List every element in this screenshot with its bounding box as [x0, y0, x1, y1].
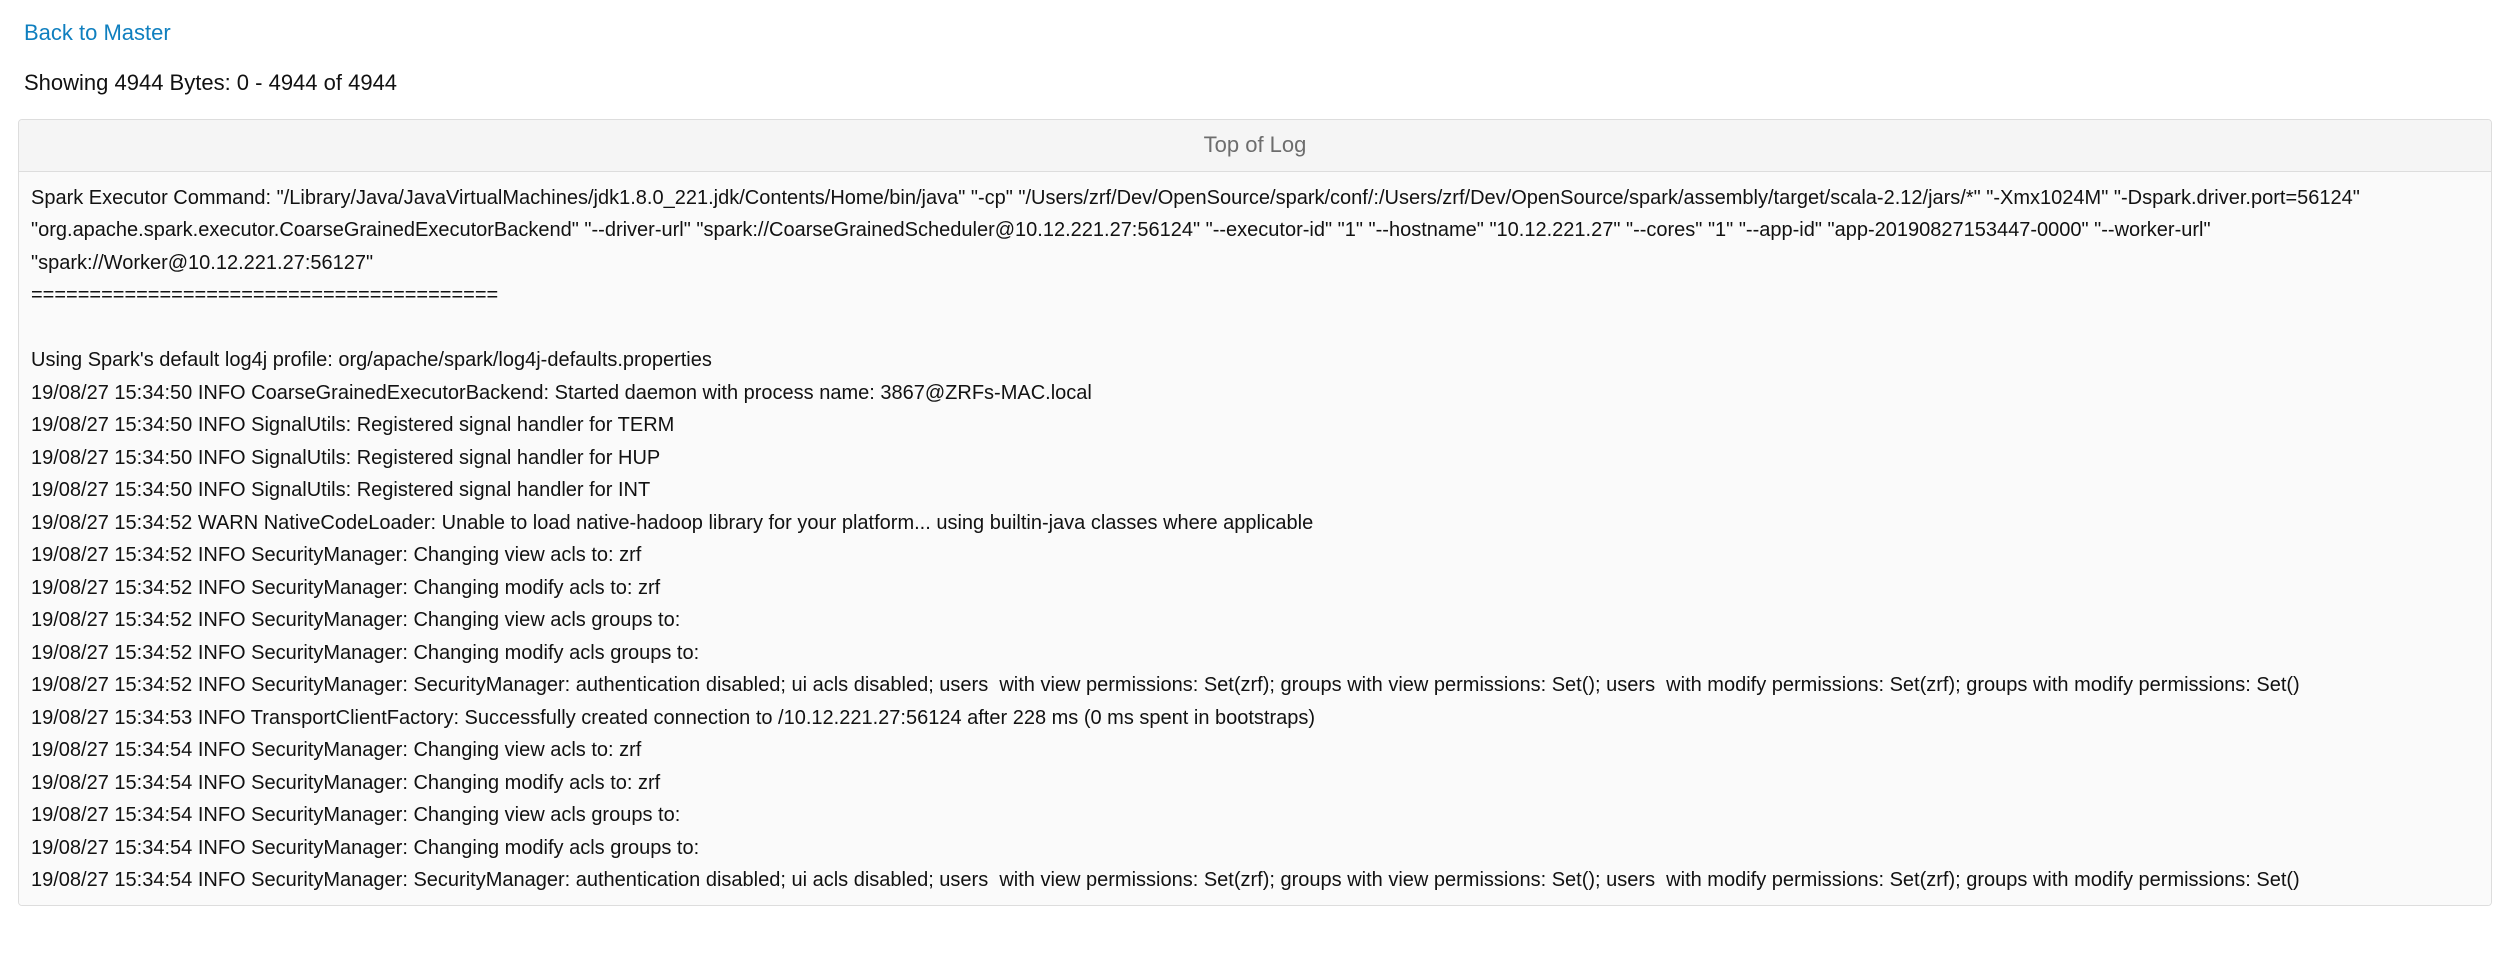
log-panel: [18, 119, 2492, 906]
log-line: 19/08/27 15:34:54 INFO SecurityManager: Changing view acls groups to:: [31, 804, 681, 827]
log-line: 19/08/27 15:34:52 INFO SecurityManager: Changing modify acls to: zrf: [31, 576, 661, 599]
log-line: 19/08/27 15:34:54 INFO SecurityManager: Changing modify acls groups to:: [31, 836, 700, 859]
log-line: ========================================: [31, 284, 499, 307]
back-to-master-link[interactable]: Back to Master: [24, 20, 171, 45]
log-line: 19/08/27 15:34:54 INFO SecurityManager: Changing modify acls to: zrf: [31, 771, 661, 794]
log-line: 19/08/27 15:34:50 INFO SignalUtils: Registered signal handler for HUP: [31, 446, 661, 469]
log-line: 19/08/27 15:34:54 INFO SecurityManager: Changing view acls to: zrf: [31, 739, 642, 762]
log-line: Using Spark's default log4j profile: org/apache/spark/log4j-defaults.properties: [31, 349, 712, 372]
log-panel-header: Top of Log: [19, 120, 2491, 172]
log-line: 19/08/27 15:34:54 INFO SecurityManager: SecurityManager: authentication disabled; ui acls disabled; users with view permissions: Set(zrf); groups with view permissions: Set(); users with modify permissions: Set(zrf); groups with modify permissions: Set(): [31, 869, 2300, 892]
log-line: 19/08/27 15:34:50 INFO CoarseGrainedExecutorBackend: Started daemon with process name: 3867@ZRFs-MAC.local: [31, 381, 1092, 404]
showing-bytes-status: Showing 4944 Bytes: 0 - 4944 of 4944: [24, 70, 398, 96]
log-line: 19/08/27 15:34:50 INFO SignalUtils: Registered signal handler for TERM: [31, 414, 675, 437]
log-line: 19/08/27 15:34:52 INFO SecurityManager: Changing view acls groups to:: [31, 609, 681, 632]
log-line: 19/08/27 15:34:52 INFO SecurityManager: Changing modify acls groups to:: [31, 641, 700, 664]
log-line: 19/08/27 15:34:53 INFO TransportClientFactory: Successfully created connection to /10.12.221.27:56124 after 228 ms (0 ms spent in bootstraps): [31, 706, 1316, 729]
log-line: 19/08/27 15:34:52 INFO SecurityManager: SecurityManager: authentication disabled; ui acls disabled; users with view permissions: Set(zrf); groups with view permissions: Set(); users with modify permissions: Set(zrf); groups with modify permissions: Set(): [31, 674, 2300, 697]
log-line: 19/08/27 15:34:52 INFO SecurityManager: Changing view acls to: zrf: [31, 544, 642, 567]
log-line: [31, 312, 2479, 345]
log-content: [19, 172, 2491, 905]
log-line: 19/08/27 15:34:50 INFO SignalUtils: Registered signal handler for INT: [31, 479, 651, 502]
log-line: Spark Executor Command: "/Library/Java/JavaVirtualMachines/jdk1.8.0_221.jdk/Contents/Home/bin/java" "-cp" "/Users/zrf/Dev/OpenSource/spark/conf/:/Users/zrf/Dev/OpenSource/spark/assembly/target/scala-2.12/jars/*" "-Xmx1024M" "-Dspark.driver.port=56124" "org.apache.spark.executor.CoarseGrainedExecutorBackend" "--driver-url" "spark://CoarseGrainedScheduler@10.12.221.27:56124" "--executor-id" "1" "--hostname" "10.12.221.27" "--cores" "1" "--app-id" "app-20190827153447-0000" "--worker-url" "spark://Worker@10.12.221.27:56127": [31, 186, 2366, 274]
log-line: 19/08/27 15:34:52 WARN NativeCodeLoader: Unable to load native-hadoop library for your platform... using builtin-java classes where applicable: [31, 511, 1314, 534]
